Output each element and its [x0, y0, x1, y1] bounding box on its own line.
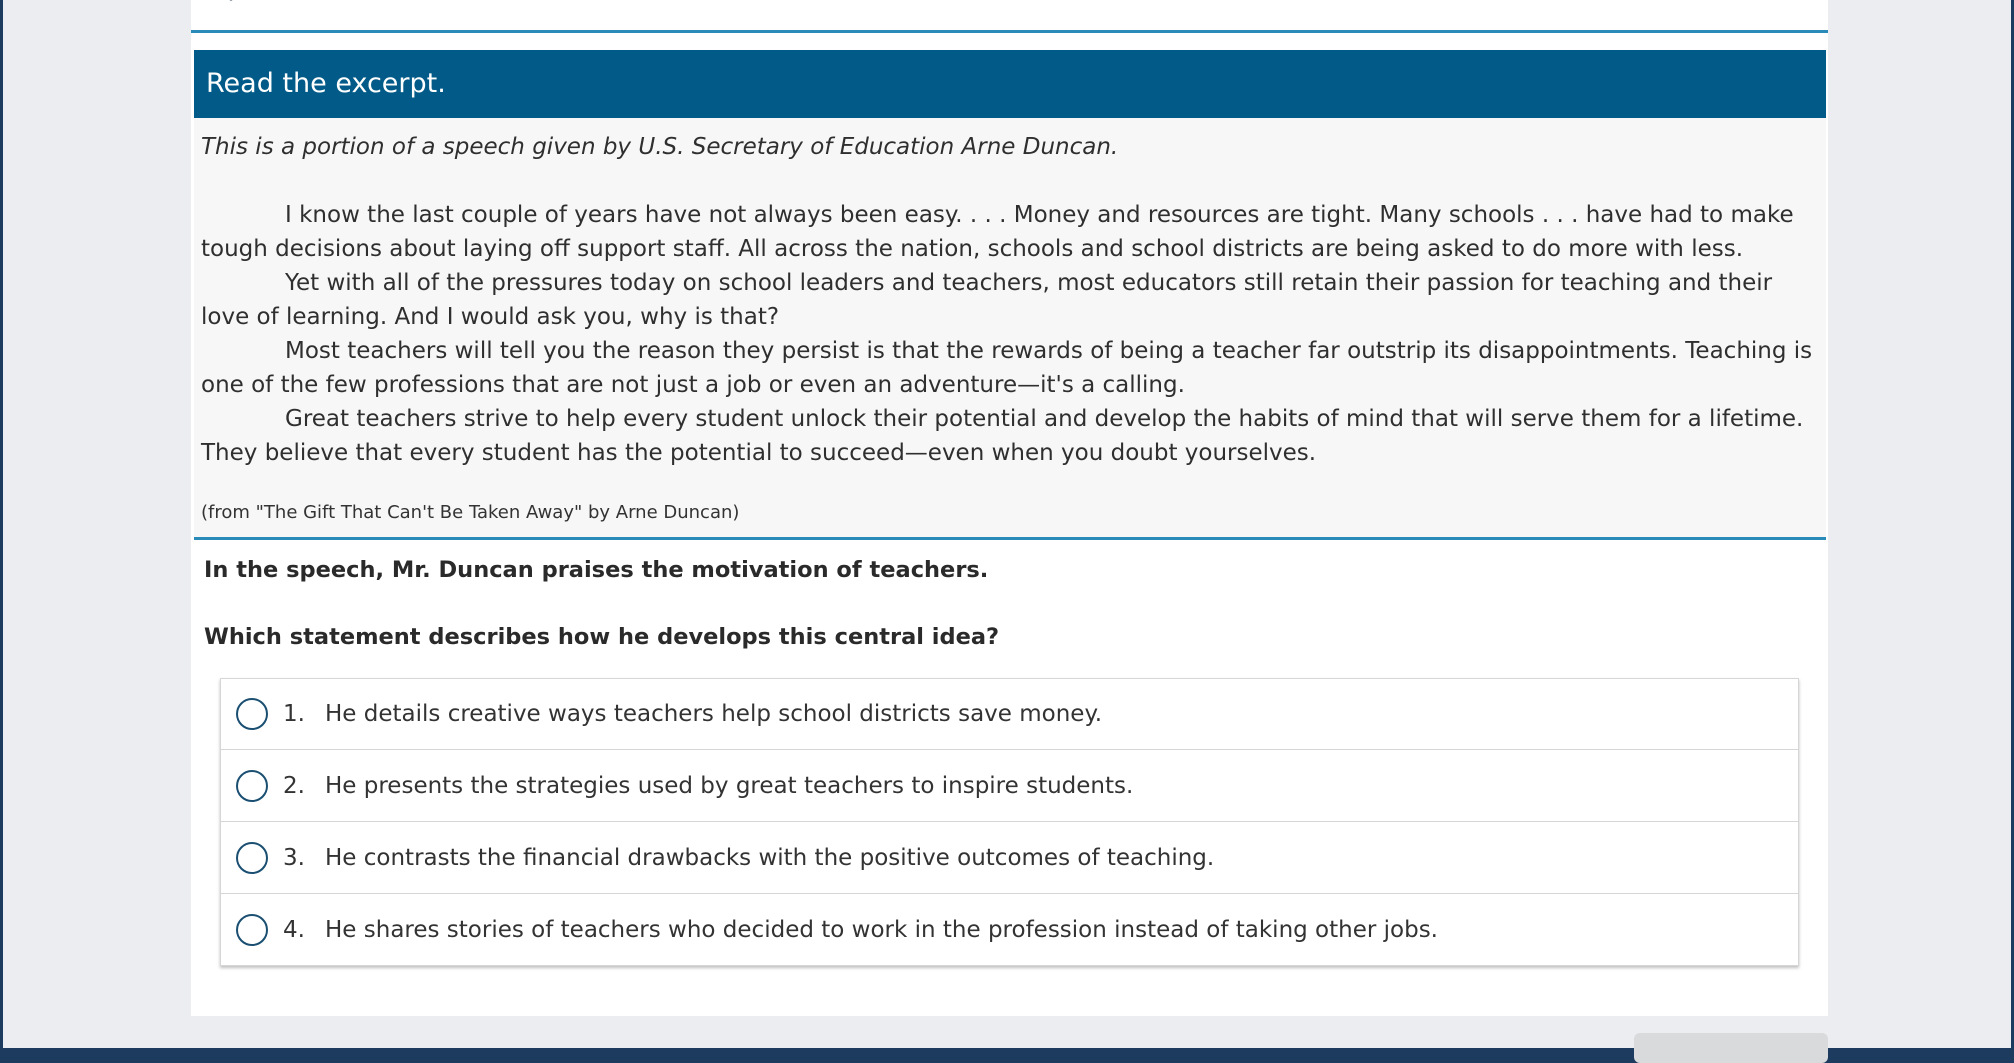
answer-choice-2[interactable]	[220, 750, 1799, 822]
choice-number: 4.	[283, 916, 305, 943]
radio-button[interactable]	[236, 842, 268, 874]
question-panel	[191, 0, 1828, 1016]
question-statement: In the speech, Mr. Duncan praises the motivation of teachers.	[204, 557, 989, 583]
highlighter-icon[interactable]	[301, 0, 345, 8]
radio-button[interactable]	[236, 698, 268, 730]
choice-number: 3.	[283, 844, 305, 871]
passage-paragraph: I know the last couple of years have not always been easy. . . . Money and resources are tight. Many schools . . . have had to make tough decisions about laying off support staff. All across the nation, schools and school districts are being asked to do more with less.	[201, 202, 1794, 262]
choice-text: He contrasts the financial drawbacks with the positive outcomes of teaching.	[325, 844, 1215, 871]
eliminator-icon[interactable]	[577, 0, 621, 8]
answer-choice-1[interactable]	[220, 678, 1799, 750]
question-prompt: Which statement describes how he develops this central idea?	[204, 624, 1000, 650]
instruction-header: Read the excerpt.	[194, 50, 1826, 118]
passage-paragraph: Great teachers strive to help every student unlock their potential and develop the habits of mind that will serve them for a lifetime. They believe that every student has the potential to succeed—even when you doubt yourselves.	[201, 406, 1804, 466]
passage-paragraph: Most teachers will tell you the reason they persist is that the rewards of being a teacher far outstrip its disappointments. Teaching is one of the few professions that are not just a job or even an adventure—it's a calling.	[201, 338, 1813, 398]
toolbar	[191, 0, 1828, 33]
passage-intro: This is a portion of a speech given by U.S. Secretary of Education Arne Duncan.	[201, 134, 1119, 160]
choice-text: He shares stories of teachers who decided to work in the profession instead of taking other jobs.	[325, 916, 1438, 943]
answer-choice-3[interactable]	[220, 822, 1799, 894]
next-button[interactable]	[1634, 1033, 1828, 1063]
choice-text: He presents the strategies used by great teachers to inspire students.	[325, 772, 1134, 799]
reading-passage	[194, 118, 1826, 540]
pencil-icon[interactable]	[209, 0, 253, 8]
radio-button[interactable]	[236, 914, 268, 946]
choice-number: 1.	[283, 701, 305, 727]
passage-paragraph: Yet with all of the pressures today on school leaders and teachers, most educators still retain their passion for teaching and their love of learning. And I would ask you, why is that?	[201, 270, 1773, 330]
answer-choice-4[interactable]	[220, 894, 1799, 966]
choice-text: He details creative ways teachers help school districts save money.	[325, 701, 1103, 727]
notepad-icon[interactable]	[395, 0, 439, 8]
answer-choices	[220, 678, 1799, 966]
app-frame	[3, 0, 2011, 1048]
choice-number: 2.	[283, 772, 305, 799]
radio-button[interactable]	[236, 770, 268, 802]
passage-source: (from "The Gift That Can't Be Taken Away" by Arne Duncan)	[201, 502, 740, 523]
note-edit-icon[interactable]	[487, 0, 531, 8]
